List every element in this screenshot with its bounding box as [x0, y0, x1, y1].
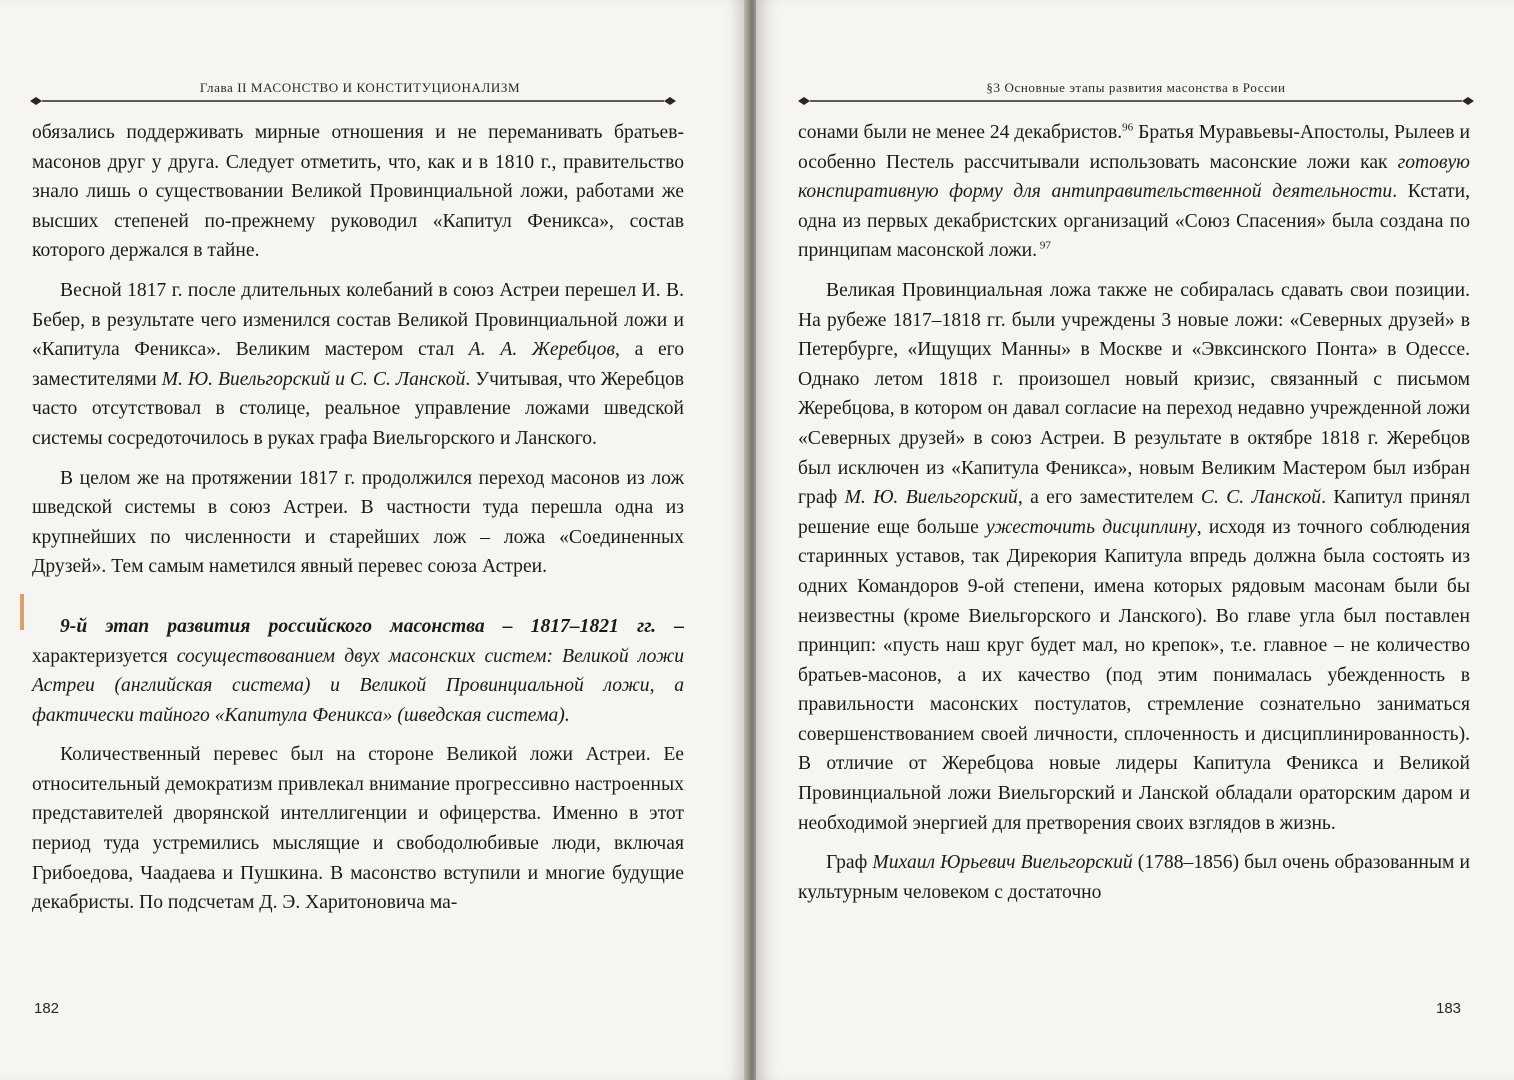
footnote-ref-96: 96 — [1122, 121, 1134, 134]
left-page — [0, 0, 748, 1080]
left-header-rule — [28, 96, 678, 106]
right-body-text — [798, 118, 1470, 907]
right-page-number: 183 — [1436, 1000, 1462, 1017]
left-paragraph-5: Количественный перевес был на стороне Великой ложи Астреи. Ее относительный демократизм привлекал внимание прогрессивно настроенных представителей дворянской интеллигенции и офицерства. Именно в этот период туда устремились мыслящие и свободолюбивые люди, включая Грибоедова, Чаадаева и Пушкина. В масонство вступили и многие будущие декабристы. По подсчетам Д. Э. Харитоновича ма- — [32, 744, 684, 914]
right-paragraph-2: Великая Провинциальная ложа также не собиралась сдавать свои позиции. На рубеже 1817–1818 гг. были учреждены 3 новые ложи: «Северных друзей» в Петербурге, «Ищущих Манны» в Москве и «Эвксинского Понта» в Одессе. Однако летом 1818 г. произошел новый кризис, связанный с письмом Жеребцова, в котором он давал согласие на переход недавно учрежденной ложи «Северных друзей» в союз Астреи. В результате в октябре 1818 г. Жеребцов был исключен из «Капитула Феникса», новым Великим Мастером был избран граф М. Ю. Виельгорский, а его заместителем С. С. Ланской. Капитул принял решение еще больше ужесточить дисциплину, исходя из точного соблюдения старинных уставов, так Дирекория Капитула впредь должна была состоять из одних Командоров 9-ой степени, имена которых рядовым масонам были бы неизвестны (кроме Виельгорского и Ланского). Во главе угла был поставлен принцип: «пусть наш круг будет мал, но крепок», т.е. главное – не количество братьев-масонов, а их качество (под этим понималась убежденность в правильности масонских постулатов, стремление сознательно заниматься совершенствованием своей личности, сплоченность и дисциплинированность). В отличие от Жеребцова новые лидеры Капитула Феникса и Великой Провинциальной ложи Виельгорский и Ланской обладали ораторским даром и необходимой энергией для претворения своих взглядов в жизнь. — [798, 279, 1471, 834]
left-paragraph-1: обязались поддерживать мирные отношения и не переманивать братьев-масонов друг у друга. Следует отметить, что, как и в 1810 г., правительство знало лишь о существовании Великой Провинциальной ложи, работами же высших степеней по-прежнему руководил «Капитул Феникса», состав которого держался в тайне. — [32, 122, 684, 262]
left-body-text — [32, 118, 684, 918]
page-tab-marker — [20, 594, 24, 630]
right-page — [756, 0, 1514, 1080]
right-paragraph-1: сонами были не менее 24 декабристов.$^{96}$ Братья Муравьевы-Апостолы, Рылеев и особенно Пестель рассчитывали использовать масонские ложи как готовую конспиративную форму для антиправительственной деятельности. Кстати, одна из первых декабристских организаций «Союз Спасения» была создана по принципам масонской ложи. $^{97}$ — [798, 121, 1470, 262]
right-header-rule — [796, 96, 1476, 106]
right-running-head: §3 Основные этапы развития масонства в России — [986, 80, 1286, 95]
left-paragraph-stage-9: 9-й этап развития российского масонства – 1817–1821 гг. – характеризуется сосуществованием двух масонских систем: Великой ложи Астреи (английская система) и Великой Провинциальной ложи, а фактически тайного «Капитула Феникса» (шведская система). — [32, 615, 684, 726]
left-running-head: Глава II МАСОНСТВО И КОНСТИТУЦИОНАЛИЗМ — [199, 80, 521, 95]
right-paragraph-3: Граф Михаил Юрьевич Виельгорский (1788–1856) был очень образованным и культурным человеком с достаточно — [798, 852, 1470, 903]
footnote-ref-97: 97 — [1037, 239, 1051, 252]
left-paragraph-2: Весной 1817 г. после длительных колебаний в союз Астреи перешел И. В. Бебер, в результате чего изменился состав Великой Провинциальной ложи и «Капитула Феникса». Великим мастером стал А. А. Жеребцов, а его заместителями М. Ю. Виельгорский и С. С. Ланской. Учитывая, что Жеребцов часто отсутствовал в столице, реальное управление ложами шведской системы сосредоточилось в руках графа Виельгорского и Ланского. — [32, 279, 685, 449]
left-page-number: 182 — [34, 1000, 60, 1017]
left-paragraph-3: В целом же на протяжении 1817 г. продолжился переход масонов из лож шведской системы в союз Астреи. В частности туда перешла одна из крупнейших по численности и старейших лож – ложа «Соединенных Друзей». Тем самым наметился явный перевес союза Астреи. — [32, 467, 684, 578]
